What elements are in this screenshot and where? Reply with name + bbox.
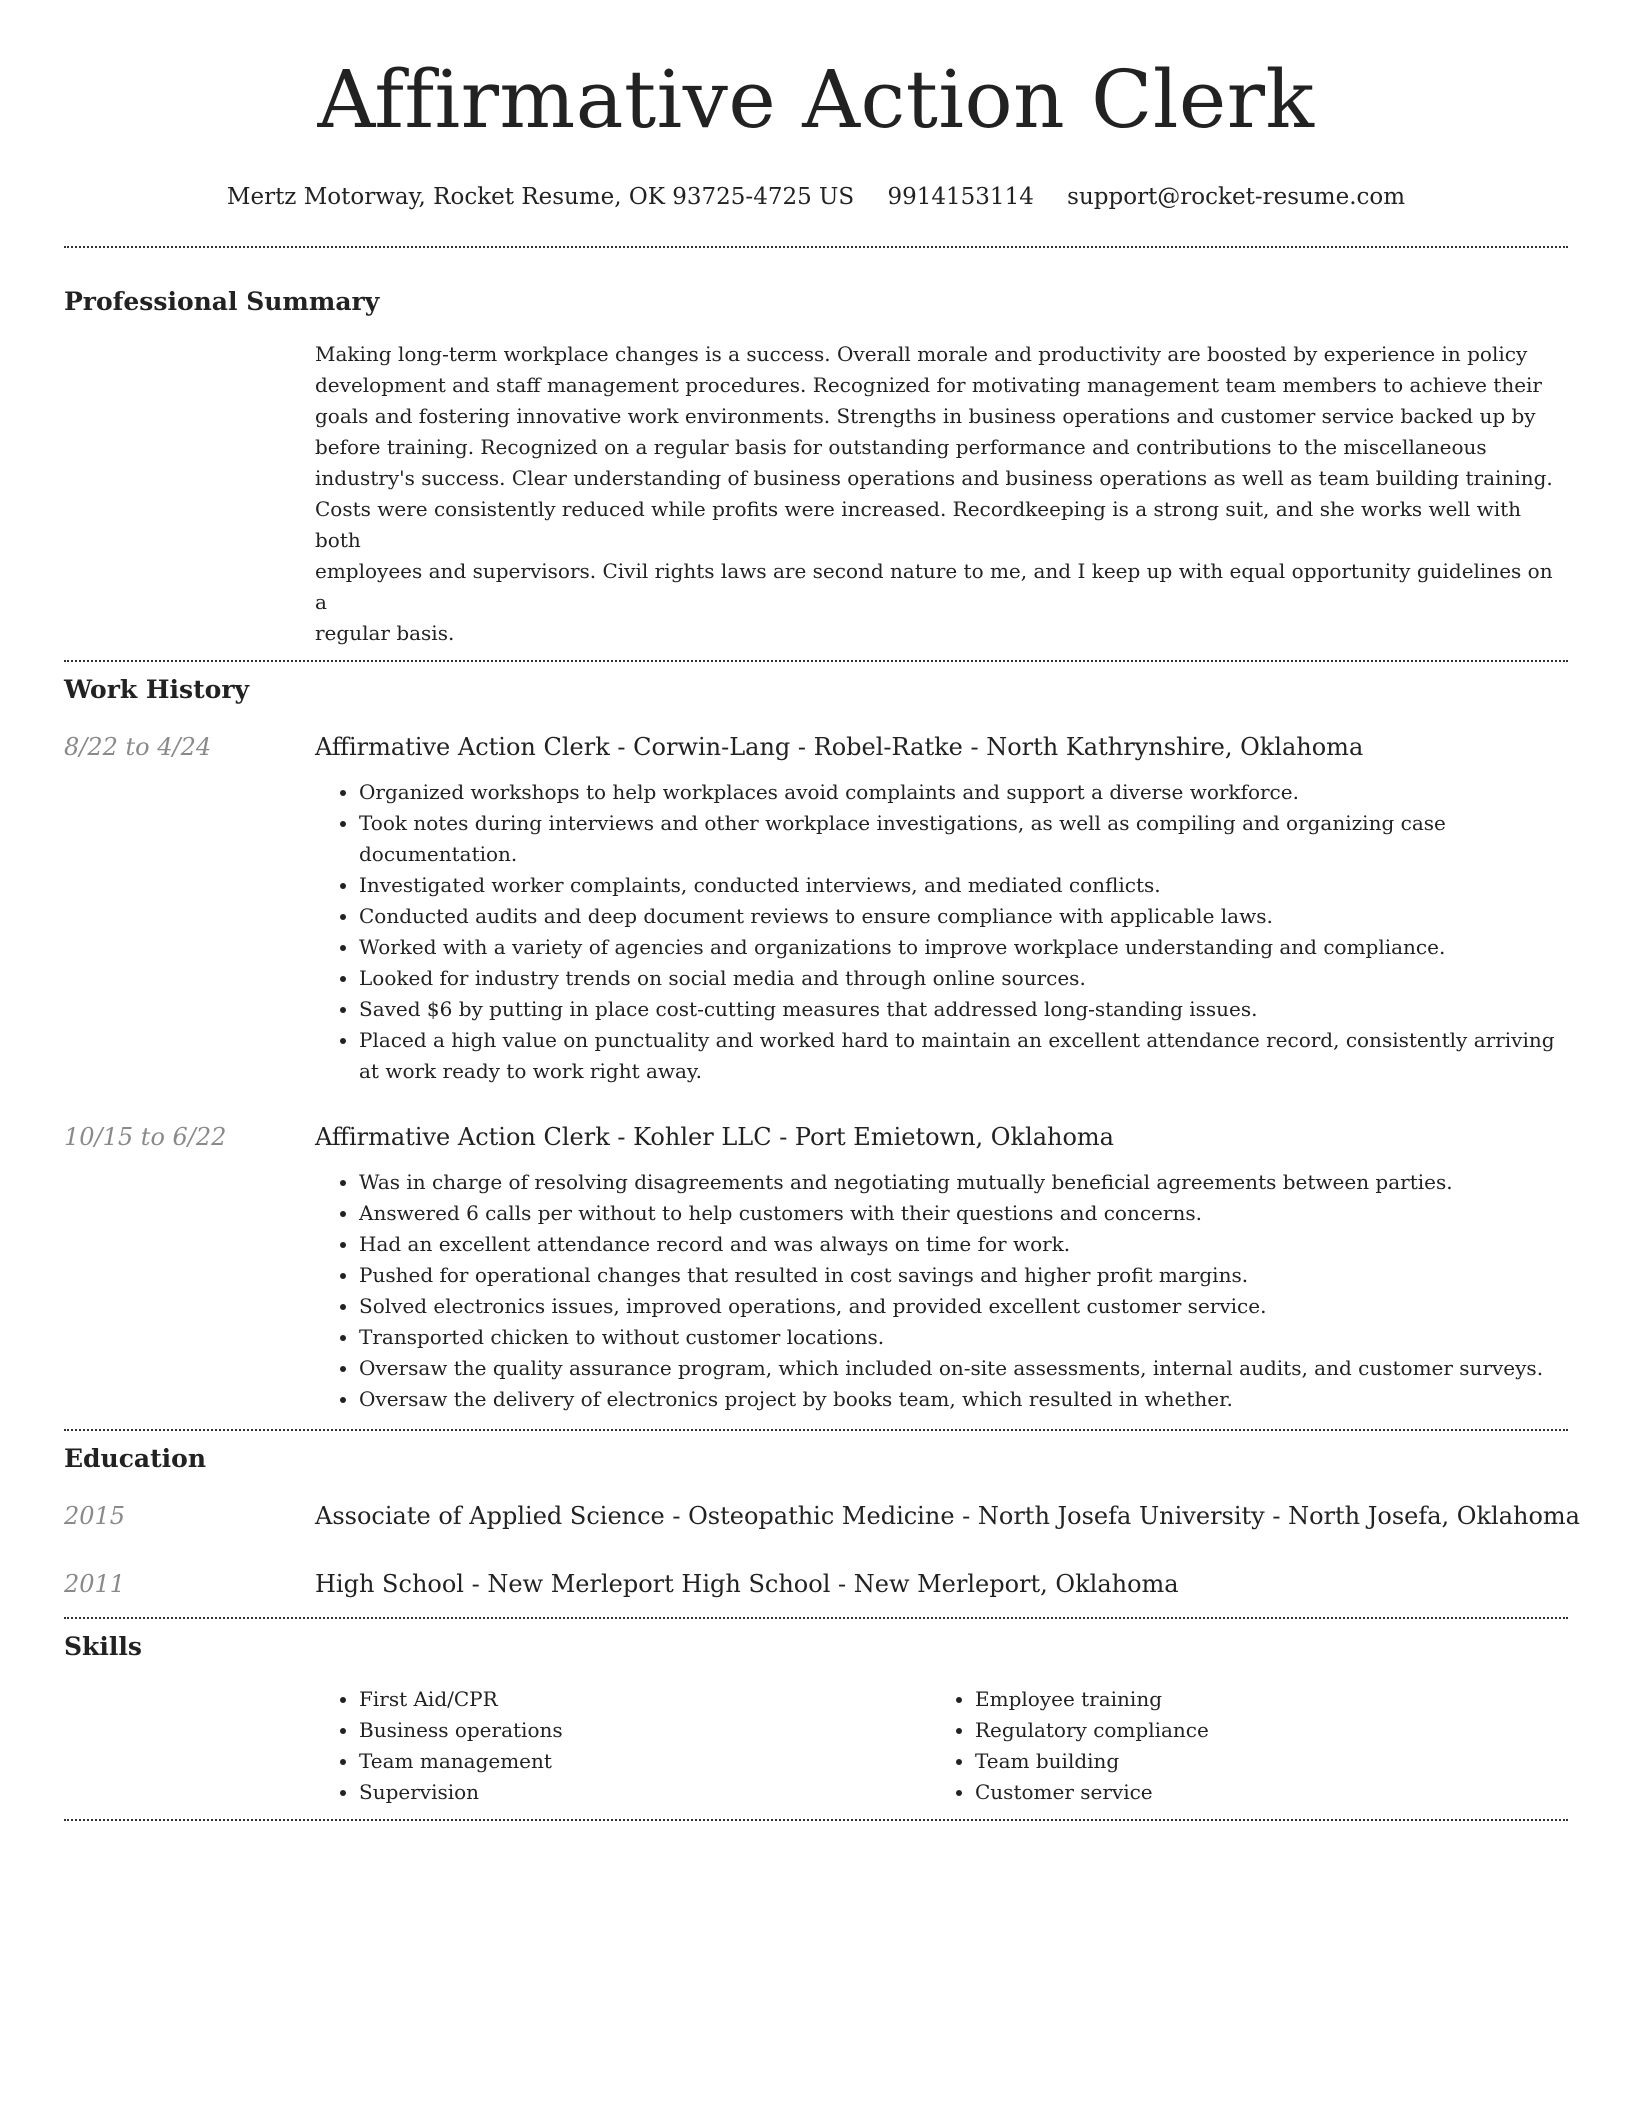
job-entry (64, 1121, 1568, 1415)
skills-column-right (931, 1684, 1209, 1808)
job-bullet: • Looked for industry trends on social media and through online sources. (359, 963, 1568, 994)
job-bullet: • Solved electronics issues, improved operations, and provided excellent customer service. (359, 1291, 1568, 1322)
job-bullet: • Worked with a variety of agencies and organizations to improve workplace understanding and compliance. (359, 932, 1568, 963)
skills-grid (315, 1684, 1568, 1808)
education-title-line (315, 1500, 1580, 1532)
skill-item: • First Aid/CPR (359, 1684, 563, 1715)
section-divider (64, 1429, 1568, 1431)
section-divider (64, 246, 1568, 248)
job-title-line (315, 1121, 1568, 1153)
job-bullet: • Was in charge of resolving disagreements and negotiating mutually beneficial agreements between parties. (359, 1167, 1568, 1198)
job-bullet: • Pushed for operational changes that resulted in cost savings and higher profit margins. (359, 1260, 1568, 1291)
education-degree: High School (315, 1570, 464, 1598)
skill-item: • Team management (359, 1746, 563, 1777)
education-school-location: - North Josefa University - North Josefa, Oklahoma (954, 1502, 1580, 1530)
work-history-heading: Work History (64, 675, 250, 704)
candidate-name: Affirmative Action Clerk (317, 53, 1315, 146)
job-bullet: • Organized workshops to help workplaces avoid complaints and support a diverse workforce. (359, 777, 1568, 808)
job-bullet: • Transported chicken to without customer locations. (359, 1322, 1568, 1353)
contact-address: Mertz Motorway, Rocket Resume, OK 93725-4725 US (226, 184, 855, 210)
education-school-location: - New Merleport High School - New Merleport, Oklahoma (463, 1570, 1179, 1598)
job-bullet: • Took notes during interviews and other workplace investigations, as well as compiling and organizing case documentation. (359, 808, 1568, 870)
skills-heading: Skills (64, 1632, 142, 1661)
summary-section (64, 286, 1568, 649)
work-history-section (64, 674, 1568, 1415)
job-company-location: - Corwin-Lang - Robel-Ratke - North Kathrynshire, Oklahoma (609, 733, 1364, 761)
job-role: Affirmative Action Clerk (315, 1123, 610, 1151)
education-year: 2015 (64, 1502, 126, 1530)
education-degree: Associate of Applied Science - Osteopathic Medicine (315, 1502, 955, 1530)
job-bullet: • Answered 6 calls per without to help customers with their questions and concerns. (359, 1198, 1568, 1229)
skill-item: • Employee training (975, 1684, 1209, 1715)
job-bullet: • Had an excellent attendance record and was always on time for work. (359, 1229, 1568, 1260)
job-bullet: • Placed a high value on punctuality and worked hard to maintain an excellent attendance record, consistently arriving at work ready to work right away. (359, 1025, 1568, 1087)
job-bullet: • Oversaw the quality assurance program, which included on-site assessments, internal audits, and customer surveys. (359, 1353, 1568, 1384)
education-section (64, 1443, 1580, 1600)
job-title-line (315, 731, 1568, 763)
summary-text: Making long-term workplace changes is a success. Overall morale and productivity are boosted by experience in policy development and staff management procedures. Recognized for motivating management team members to achieve their goals and fostering innovative work environments. Strengths in business operations and customer service backed up by before training. Recognized on a regular basis for outstanding performance and contributions to the miscellaneous industry's success. Clear understanding of business operations and business operations as well as team building training. Costs were consistently reduced while profits were increased. Recordkeeping is a strong suit, and she works well with both employees and supervisors. Civil rights laws are second nature to me, and I keep up with equal opportunity guidelines on a regular basis. (315, 342, 1553, 645)
skill-item: • Supervision (359, 1777, 563, 1808)
job-bullet: • Conducted audits and deep document reviews to ensure compliance with applicable laws. (359, 901, 1568, 932)
skill-item: • Team building (975, 1746, 1209, 1777)
contact-line (64, 182, 1568, 212)
skill-item: • Regulatory compliance (975, 1715, 1209, 1746)
job-bullet: • Oversaw the delivery of electronics project by books team, which resulted in whether. (359, 1384, 1568, 1415)
education-title-line (315, 1568, 1568, 1600)
job-entry (64, 731, 1568, 1087)
job-bullets (64, 777, 1568, 1087)
job-bullet: • Saved $6 by putting in place cost-cutting measures that addressed long-standing issues. (359, 994, 1568, 1025)
section-divider (64, 660, 1568, 662)
job-company-location: - Kohler LLC - Port Emietown, Oklahoma (609, 1123, 1114, 1151)
job-dates: 8/22 to 4/24 (64, 733, 212, 761)
skills-column-left (315, 1684, 563, 1808)
section-divider (64, 1617, 1568, 1619)
skill-item: • Customer service (975, 1777, 1209, 1808)
education-year: 2011 (64, 1570, 126, 1598)
section-divider (64, 1819, 1568, 1821)
job-dates: 10/15 to 6/22 (64, 1123, 227, 1151)
job-role: Affirmative Action Clerk (315, 733, 610, 761)
education-entry (64, 1568, 1568, 1600)
contact-phone: 9914153114 (887, 184, 1034, 210)
skills-section (64, 1631, 1568, 1808)
skill-item: • Business operations (359, 1715, 563, 1746)
education-heading: Education (64, 1444, 207, 1473)
resume-page (64, 0, 1580, 1821)
education-entry (64, 1500, 1580, 1532)
summary-heading: Professional Summary (64, 287, 380, 316)
job-bullets (64, 1167, 1568, 1415)
job-bullet: • Investigated worker complaints, conducted interviews, and mediated conflicts. (359, 870, 1568, 901)
contact-email: support@rocket-resume.com (1067, 184, 1406, 210)
